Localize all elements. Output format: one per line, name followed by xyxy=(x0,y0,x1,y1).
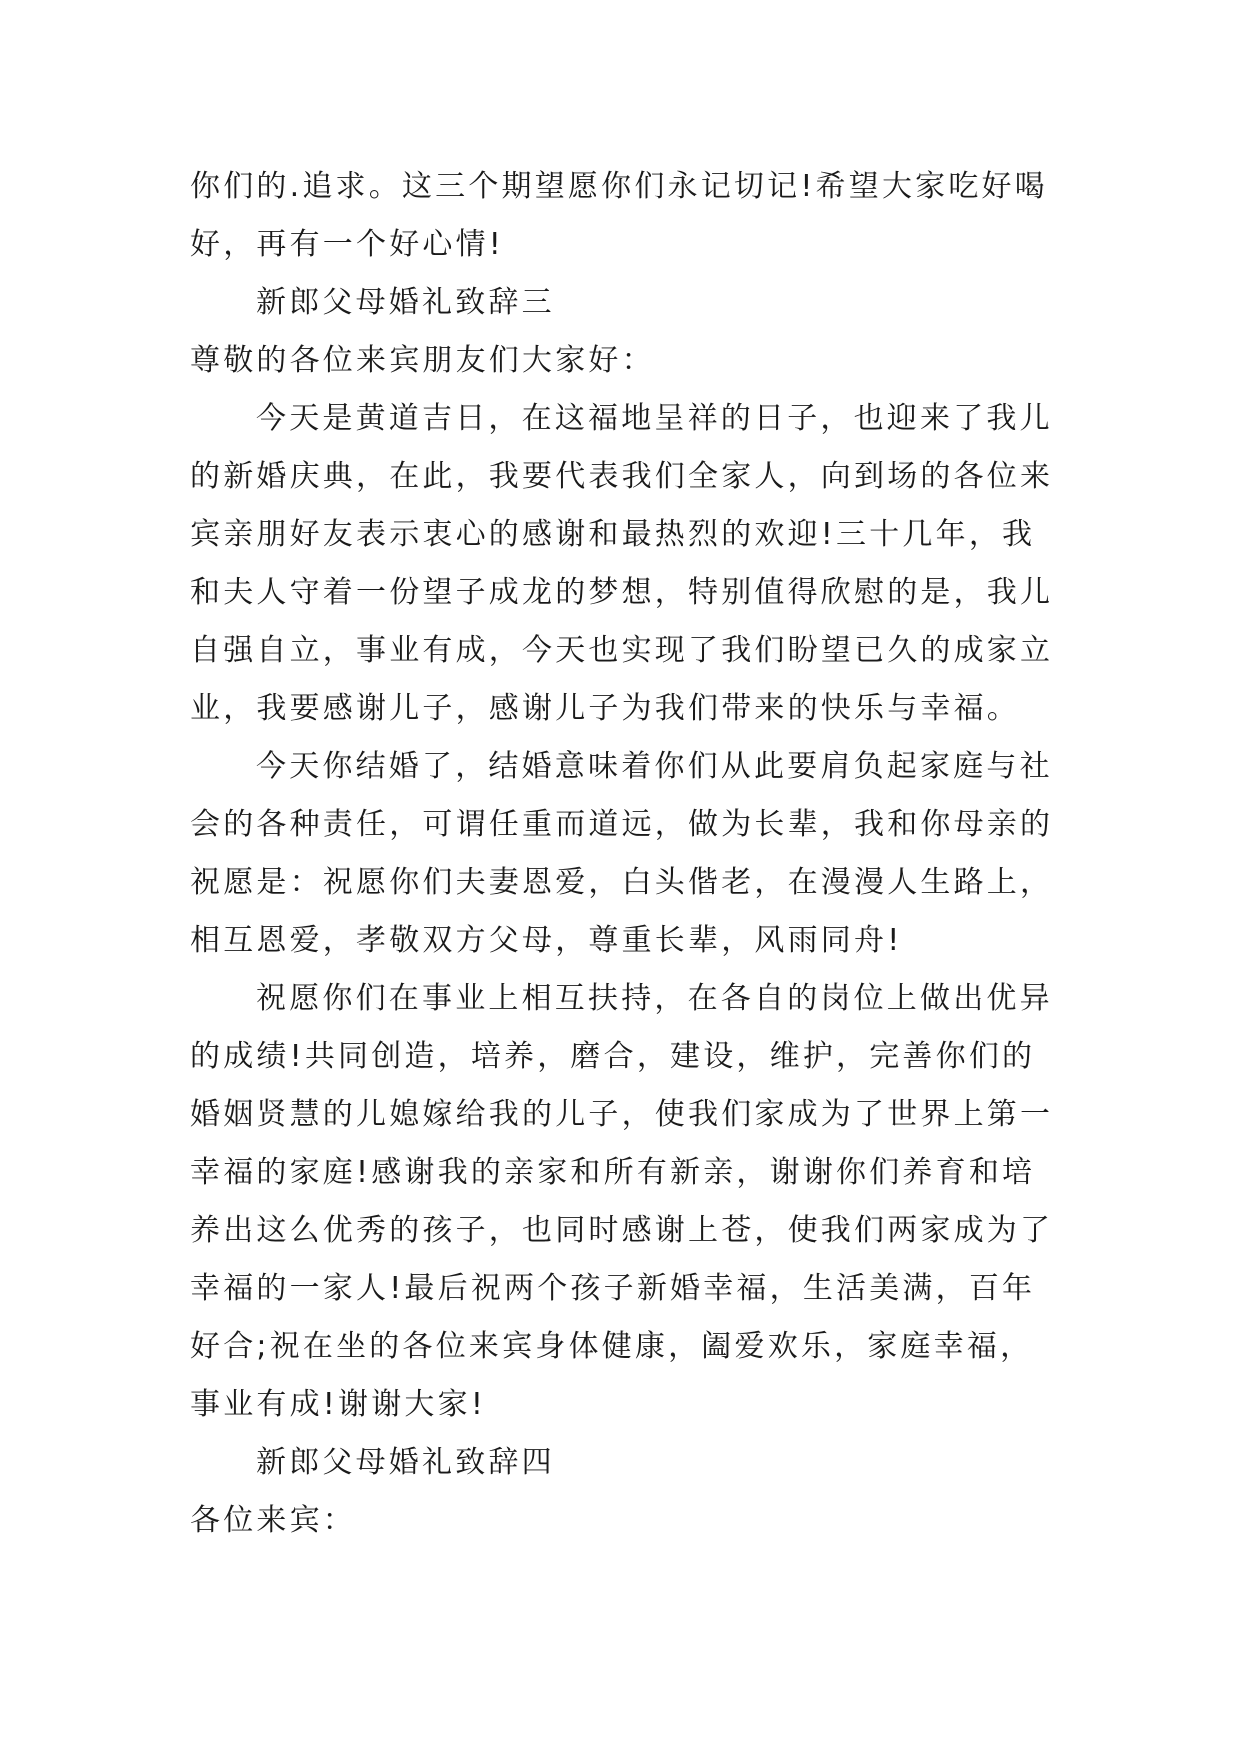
text-line: 今天你结婚了，结婚意味着你们从此要肩负起家庭与社 xyxy=(256,749,1053,784)
text-line: 自强自立，事业有成，今天也实现了我们盼望已久的成家立 xyxy=(190,633,1054,668)
text-line: 好合;祝在坐的各位来宾身体健康，阖爱欢乐，家庭幸福， xyxy=(190,1329,1034,1364)
text-line: 祝愿是：祝愿你们夫妻恩爱，白头偕老，在漫漫人生路上， xyxy=(190,865,1054,900)
salutation: 各位来宾： xyxy=(190,1503,356,1538)
text-line: 的新婚庆典，在此，我要代表我们全家人，向到场的各位来 xyxy=(190,459,1054,494)
text-line: 养出这么优秀的孩子，也同时感谢上苍，使我们两家成为了 xyxy=(190,1213,1054,1248)
text-line: 宾亲朋好友表示衷心的感谢和最热烈的欢迎!三十几年，我 xyxy=(190,517,1036,552)
text-line: 会的各种责任，可谓任重而道远，做为长辈，我和你母亲的 xyxy=(190,807,1054,842)
salutation: 尊敬的各位来宾朋友们大家好： xyxy=(190,343,655,378)
text-line: 相互恩爱，孝敬双方父母，尊重长辈，风雨同舟! xyxy=(190,923,903,958)
text-line: 事业有成!谢谢大家! xyxy=(190,1387,487,1422)
section-heading: 新郎父母婚礼致辞三 xyxy=(256,285,555,320)
text-line: 的成绩!共同创造，培养，磨合，建设，维护，完善你们的 xyxy=(190,1039,1036,1074)
document-body xyxy=(190,158,1070,1550)
text-line: 好，再有一个好心情! xyxy=(190,227,505,262)
text-line: 你们的.追求。这三个期望愿你们永记切记!希望大家吃好喝 xyxy=(190,169,1048,204)
text-line: 业，我要感谢儿子，感谢儿子为我们带来的快乐与幸福。 xyxy=(190,691,1020,726)
text-line: 今天是黄道吉日，在这福地呈祥的日子，也迎来了我儿 xyxy=(256,401,1053,436)
text-line: 婚姻贤慧的儿媳嫁给我的儿子，使我们家成为了世界上第一 xyxy=(190,1097,1054,1132)
text-line: 幸福的一家人!最后祝两个孩子新婚幸福，生活美满，百年 xyxy=(190,1271,1036,1306)
text-line: 祝愿你们在事业上相互扶持，在各自的岗位上做出优异 xyxy=(256,981,1053,1016)
text-line: 幸福的家庭!感谢我的亲家和所有新亲，谢谢你们养育和培 xyxy=(190,1155,1036,1190)
section-heading: 新郎父母婚礼致辞四 xyxy=(256,1445,555,1480)
text-line: 和夫人守着一份望子成龙的梦想，特别值得欣慰的是，我儿 xyxy=(190,575,1054,610)
